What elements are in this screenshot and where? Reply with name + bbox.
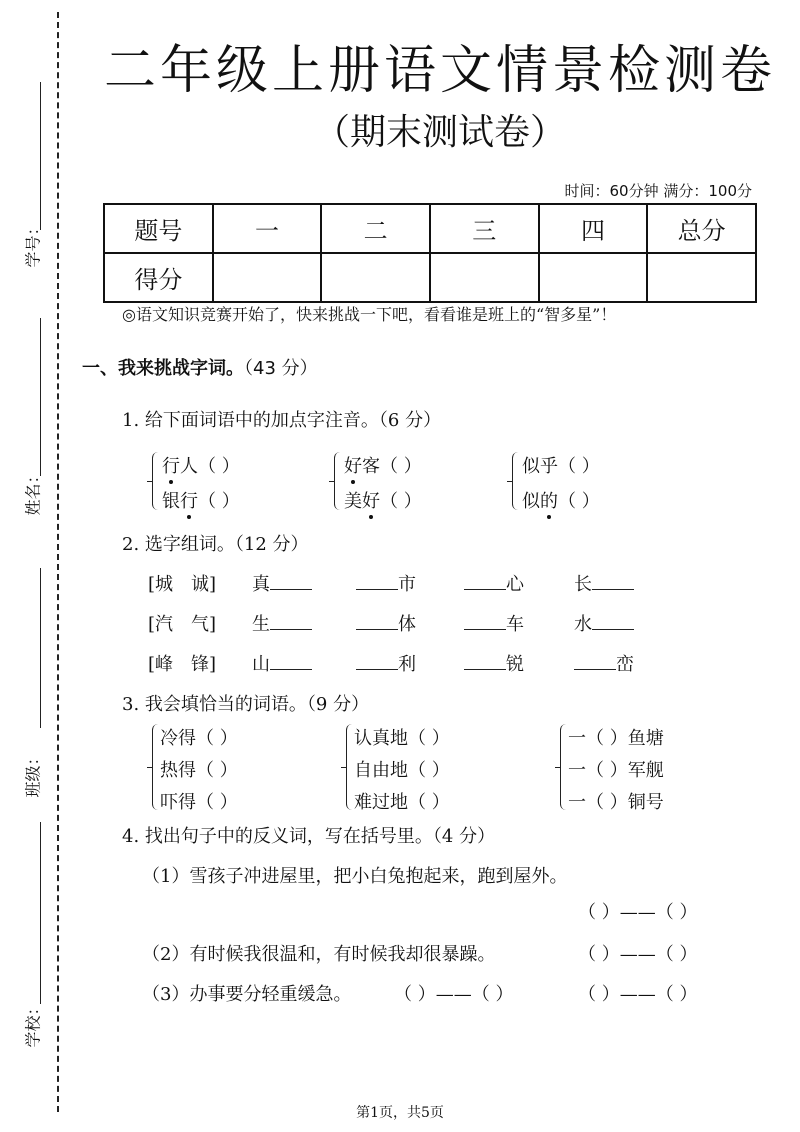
fill-blank[interactable] bbox=[356, 653, 398, 670]
q3-brace-1 bbox=[152, 724, 160, 810]
q2-item: 山 bbox=[252, 650, 312, 676]
school-line[interactable] bbox=[40, 822, 41, 1004]
q1-brace-3 bbox=[512, 452, 520, 510]
dotted-char: 的 bbox=[540, 487, 558, 513]
q2-row-2-chars: [汽 气] bbox=[148, 614, 217, 635]
q1-answer-paren[interactable]: （ ） bbox=[198, 491, 240, 512]
score-col-2: 二 bbox=[321, 204, 430, 253]
q1-answer-paren[interactable]: （ ） bbox=[558, 456, 600, 477]
class-label: 班级： bbox=[23, 749, 43, 798]
student-id-line[interactable] bbox=[40, 82, 41, 230]
score-col-1: 一 bbox=[213, 204, 322, 253]
q2-row-3-chars: [峰 锋] bbox=[148, 654, 217, 675]
q2-item: 锐 bbox=[464, 650, 524, 676]
fill-blank[interactable] bbox=[574, 653, 616, 670]
q2-item: 水 bbox=[574, 610, 634, 636]
q2-title: 2. 选字组词。（12 分） bbox=[122, 534, 309, 555]
page-footer: 第1页，共5页 bbox=[356, 1105, 444, 1121]
q2-row-1-chars: [城 诚] bbox=[148, 574, 217, 595]
q2-item: 车 bbox=[464, 610, 524, 636]
class-line[interactable] bbox=[40, 568, 41, 728]
q4-answer-3a[interactable]: （ ）——（ ） bbox=[394, 984, 514, 1005]
score-cell-3[interactable] bbox=[430, 253, 539, 302]
fill-blank[interactable] bbox=[356, 613, 398, 630]
score-col-3: 三 bbox=[430, 204, 539, 253]
score-cell-4[interactable] bbox=[539, 253, 648, 302]
q3-item[interactable]: 冷得（ ） bbox=[160, 728, 238, 749]
q1-brace-2 bbox=[334, 452, 342, 510]
dotted-char: 好 bbox=[344, 452, 362, 478]
score-col-total: 总分 bbox=[647, 204, 756, 253]
q4-sentence-2: （2）有时候我很温和，有时候我却很暴躁。 bbox=[142, 944, 496, 965]
q1-answer-paren[interactable]: （ ） bbox=[380, 456, 422, 477]
q2-item: 心 bbox=[464, 570, 524, 596]
exam-meta: 时间：60分钟 满分：100分 bbox=[564, 182, 752, 200]
fill-blank[interactable] bbox=[464, 613, 506, 630]
q4-sentence-1: （1）雪孩子冲进屋里，把小白兔抱起来，跑到屋外。 bbox=[142, 866, 568, 887]
q2-item: 峦 bbox=[574, 650, 634, 676]
q4-answer-3b[interactable]: （ ）——（ ） bbox=[578, 984, 698, 1005]
fill-blank[interactable] bbox=[270, 613, 312, 630]
q2-item: 利 bbox=[356, 650, 416, 676]
score-table-score-row bbox=[104, 253, 756, 302]
page-title: 二年级上册语文情景检测卷 bbox=[103, 41, 776, 101]
q3-brace-3 bbox=[560, 724, 568, 810]
score-row-label: 得分 bbox=[104, 253, 213, 302]
q1-answer-paren[interactable]: （ ） bbox=[380, 491, 422, 512]
fill-blank[interactable] bbox=[270, 653, 312, 670]
q4-title: 4. 找出句子中的反义词，写在括号里。（4 分） bbox=[122, 826, 496, 847]
dotted-char: 行 bbox=[162, 452, 180, 478]
name-line[interactable] bbox=[40, 318, 41, 476]
q2-item: 市 bbox=[356, 570, 416, 596]
q3-item[interactable]: 吓得（ ） bbox=[160, 792, 238, 813]
student-id-label: 学号： bbox=[23, 219, 43, 268]
intro-note: ◎语文知识竞赛开始了，快来挑战一下吧，看看谁是班上的“智多星”！ bbox=[122, 305, 617, 324]
q4-answer-2[interactable]: （ ）——（ ） bbox=[578, 944, 698, 965]
fill-blank[interactable] bbox=[464, 653, 506, 670]
q2-item: 真 bbox=[252, 570, 312, 596]
q3-item[interactable]: 自由地（ ） bbox=[354, 760, 450, 781]
q3-item[interactable]: 难过地（ ） bbox=[354, 792, 450, 813]
fill-blank[interactable] bbox=[464, 573, 506, 590]
binding-dashed-line bbox=[57, 12, 59, 1112]
score-table-header-row bbox=[104, 204, 756, 253]
dotted-char: 好 bbox=[362, 487, 380, 513]
q3-title: 3. 我会填恰当的词语。（9 分） bbox=[122, 694, 370, 715]
q1-item: 美好（ ） bbox=[344, 487, 422, 513]
q1-item: 似乎（ ） bbox=[522, 456, 600, 477]
dotted-char: 行 bbox=[180, 487, 198, 513]
fill-blank[interactable] bbox=[592, 573, 634, 590]
q1-answer-paren[interactable]: （ ） bbox=[558, 491, 600, 512]
q2-item: 生 bbox=[252, 610, 312, 636]
q3-brace-2 bbox=[346, 724, 354, 810]
score-table bbox=[103, 203, 757, 303]
q1-brace-1 bbox=[152, 452, 160, 510]
section-1-score: （43 分） bbox=[244, 358, 318, 379]
q3-item[interactable]: 一（ ）鱼塘 bbox=[568, 728, 664, 749]
q3-item[interactable]: 认真地（ ） bbox=[354, 728, 450, 749]
fill-blank[interactable] bbox=[270, 573, 312, 590]
q1-item: 似的（ ） bbox=[522, 487, 600, 513]
school-label: 学校： bbox=[23, 999, 43, 1048]
score-cell-total[interactable] bbox=[647, 253, 756, 302]
q1-title: 1. 给下面词语中的加点字注音。（6 分） bbox=[122, 410, 442, 431]
q1-item: 好客（ ） bbox=[344, 452, 422, 478]
section-1-title: 一、我来挑战字词。 bbox=[82, 358, 244, 379]
fill-blank[interactable] bbox=[592, 613, 634, 630]
q4-sentence-3: （3）办事要分轻重缓急。 bbox=[142, 984, 352, 1005]
q4-answer-1[interactable]: （ ）——（ ） bbox=[578, 902, 698, 923]
section-1-heading bbox=[82, 354, 318, 380]
score-table-header-label: 题号 bbox=[104, 204, 213, 253]
q2-item: 体 bbox=[356, 610, 416, 636]
q1-answer-paren[interactable]: （ ） bbox=[198, 456, 240, 477]
q3-item[interactable]: 一（ ）军舰 bbox=[568, 760, 664, 781]
q3-item[interactable]: 热得（ ） bbox=[160, 760, 238, 781]
name-label: 姓名： bbox=[23, 467, 43, 516]
q1-item: 行人（ ） bbox=[162, 452, 240, 478]
q3-item[interactable]: 一（ ）铜号 bbox=[568, 792, 664, 813]
q2-item: 长 bbox=[574, 570, 634, 596]
score-cell-2[interactable] bbox=[321, 253, 430, 302]
fill-blank[interactable] bbox=[356, 573, 398, 590]
page-subtitle: （期末测试卷） bbox=[313, 112, 566, 153]
score-cell-1[interactable] bbox=[213, 253, 322, 302]
score-col-4: 四 bbox=[539, 204, 648, 253]
q1-item: 银行（ ） bbox=[162, 487, 240, 513]
